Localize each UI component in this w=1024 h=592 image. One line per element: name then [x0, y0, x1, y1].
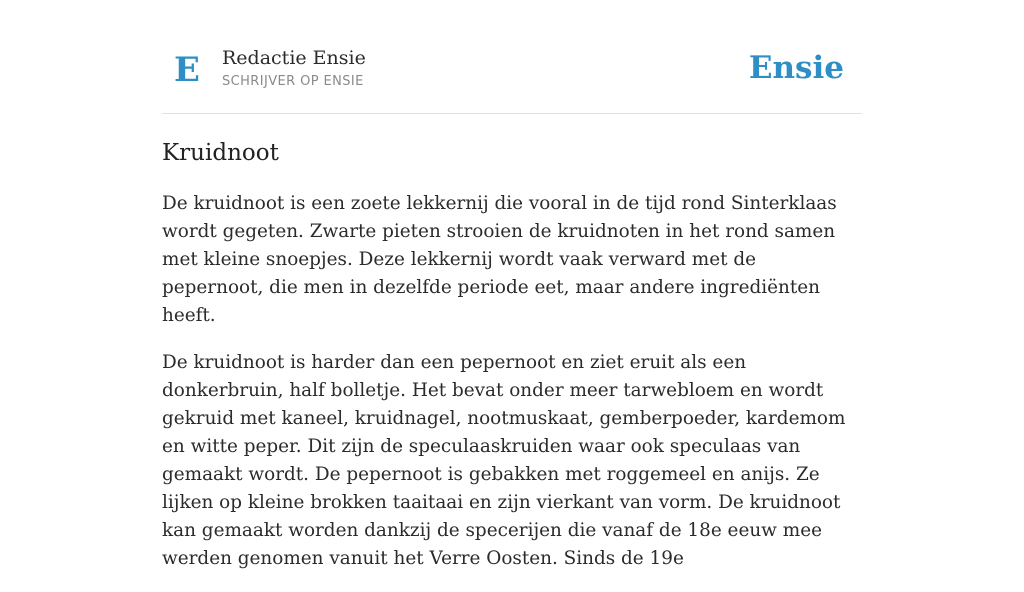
- author-name[interactable]: Redactie Ensie: [222, 47, 366, 69]
- ensie-logo[interactable]: Ensie: [748, 50, 844, 86]
- author-role: SCHRIJVER OP ENSIE: [222, 74, 364, 89]
- article-paragraph: De kruidnoot is harder dan een pepernoot en ziet eruit als een donkerbruin, half bolletje. Het bevat onder meer tarwebloem en wordt gekruid met kaneel, kruidnagel, nootmuskaat, gemberpoeder, kardemom en witte peper. Dit zijn de speculaaskruiden waar ook speculaas van gemaakt wordt. De pepernoot is gebakken met roggemeel en anijs. Ze lijken op kleine brokken taaitaai en zijn vierkant van vorm. De kruidnoot kan gemaakt worden dankzij de specerijen die vanaf de 18e eeuw mee werden genomen vanuit het Verre Oosten. Sinds de 19e: [162, 352, 846, 569]
- author-avatar[interactable]: E: [174, 50, 200, 90]
- article-paragraph: De kruidnoot is een zoete lekkernij die vooral in de tijd rond Sinterklaas wordt gegeten. Zwarte pieten strooien de kruidnoten in het rond samen met kleine snoepjes. Deze lekkernij wordt vaak verward met de pepernoot, die men in dezelfde periode eet, maar andere ingrediënten heeft.: [162, 193, 837, 326]
- article-body: [162, 190, 862, 592]
- article-title: Kruidnoot: [162, 140, 279, 166]
- author-header: [162, 40, 862, 114]
